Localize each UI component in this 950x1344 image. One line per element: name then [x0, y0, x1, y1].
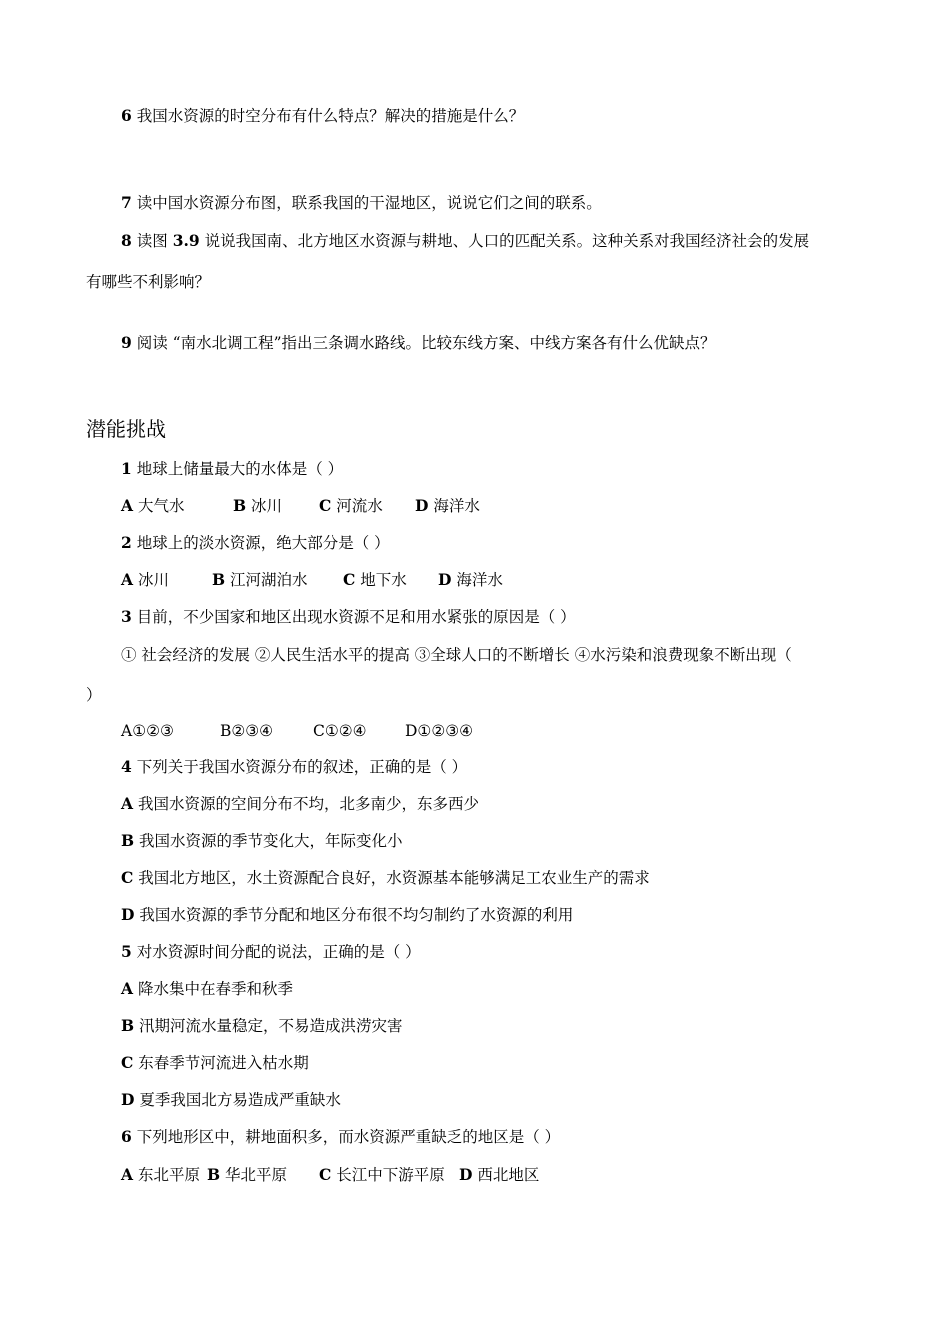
challenge-question-3 — [121, 607, 576, 627]
option-b: B 华北平原 — [207, 1165, 288, 1184]
question-number: 1 — [121, 459, 132, 478]
question-7 — [121, 193, 602, 213]
challenge-question-1 — [121, 459, 343, 479]
options-row — [121, 570, 503, 590]
option-a: A 冰川 — [121, 570, 169, 589]
option-b: B 我国水资源的季节变化大，年际变化小 — [121, 831, 403, 850]
option-d: D 海洋水 — [438, 570, 503, 589]
options-row — [121, 496, 480, 516]
option-a: A 降水集中在春季和秋季 — [121, 979, 293, 998]
question-text: 下列地形区中，耕地面积多，而水资源严重缺乏的地区是（ ） — [136, 1128, 561, 1146]
figure-ref: 3.9 — [172, 231, 200, 250]
question-number: 5 — [121, 942, 132, 961]
question-number: 7 — [121, 193, 132, 212]
option-c: C 我国北方地区，水土资源配合良好，水资源基本能够满足工农业生产的需求 — [121, 868, 650, 887]
question-number: 6 — [121, 1127, 132, 1146]
question-8-continued: 有哪些不利影响？ — [86, 273, 211, 291]
option-a: A 东北平原 — [121, 1165, 200, 1184]
question-text: 说说我国南、北方地区水资源与耕地、人口的匹配关系。这种关系对我国经济社会的发展 — [204, 232, 810, 250]
question-number: 2 — [121, 533, 132, 552]
question-text: 读中国水资源分布图，联系我国的干湿地区，说说它们之间的联系。 — [136, 194, 602, 212]
question-text: 读图 — [136, 232, 168, 250]
question-number: 6 — [121, 106, 132, 125]
question-text: 地球上储量最大的水体是（ ） — [136, 460, 344, 478]
options-row — [121, 1165, 539, 1185]
option-c: C 地下水 — [343, 570, 407, 589]
option-d: D①②③④ — [405, 722, 474, 740]
challenge-question-4 — [121, 757, 467, 777]
challenge-question-5 — [121, 942, 421, 962]
question-text: 对水资源时间分配的说法，正确的是（ ） — [136, 943, 421, 961]
option-d: D 夏季我国北方易造成严重缺水 — [121, 1090, 341, 1109]
question-text: 下列关于我国水资源分布的叙述，正确的是（ ） — [136, 758, 468, 776]
option-b: B 汛期河流水量稳定，不易造成洪涝灾害 — [121, 1016, 403, 1035]
question-8 — [121, 231, 809, 251]
question-number: 9 — [121, 333, 132, 352]
question-text: 我国水资源的时空分布有什么特点？解决的措施是什么？ — [136, 107, 525, 125]
option-c: C 长江中下游平原 — [319, 1165, 445, 1184]
option-b: B 冰川 — [233, 496, 283, 515]
option-a: A 我国水资源的空间分布不均，北多南少，东多西少 — [121, 794, 479, 813]
option-a: A 大气水 — [121, 496, 185, 515]
question-text: 阅读 “南水北调工程”指出三条调水路线。比较东线方案、中线方案各有什么优缺点？ — [136, 334, 716, 352]
question-text: 目前，不少国家和地区出现水资源不足和用水紧张的原因是（ ） — [136, 608, 576, 626]
question-number: 8 — [121, 231, 132, 250]
option-d: D 我国水资源的季节分配和地区分布很不均匀制约了水资源的利用 — [121, 905, 574, 924]
options-row — [121, 721, 473, 741]
challenge-question-2 — [121, 533, 390, 553]
option-c: C①②④ — [313, 722, 367, 740]
section-title: 潜能挑战 — [86, 417, 166, 441]
option-b: B②③④ — [220, 722, 274, 740]
option-d: D 西北地区 — [459, 1165, 540, 1184]
option-d: D 海洋水 — [415, 496, 480, 515]
question-text: 地球上的淡水资源，绝大部分是（ ） — [136, 534, 390, 552]
option-c: C 河流水 — [319, 496, 383, 515]
question-stem-continued: ） — [86, 686, 102, 704]
question-stem: ① 社会经济的发展 ②人民生活水平的提高 ③全球人口的不断增长 ④水污染和浪费现象不断出现（ — [121, 646, 792, 664]
challenge-question-6 — [121, 1127, 560, 1147]
option-c: C 东春季节河流进入枯水期 — [121, 1053, 309, 1072]
option-b: B 江河湖泊水 — [212, 570, 308, 589]
question-6 — [121, 106, 524, 126]
question-number: 4 — [121, 757, 132, 776]
question-number: 3 — [121, 607, 132, 626]
question-9 — [121, 333, 716, 353]
option-a: A①②③ — [121, 722, 174, 740]
